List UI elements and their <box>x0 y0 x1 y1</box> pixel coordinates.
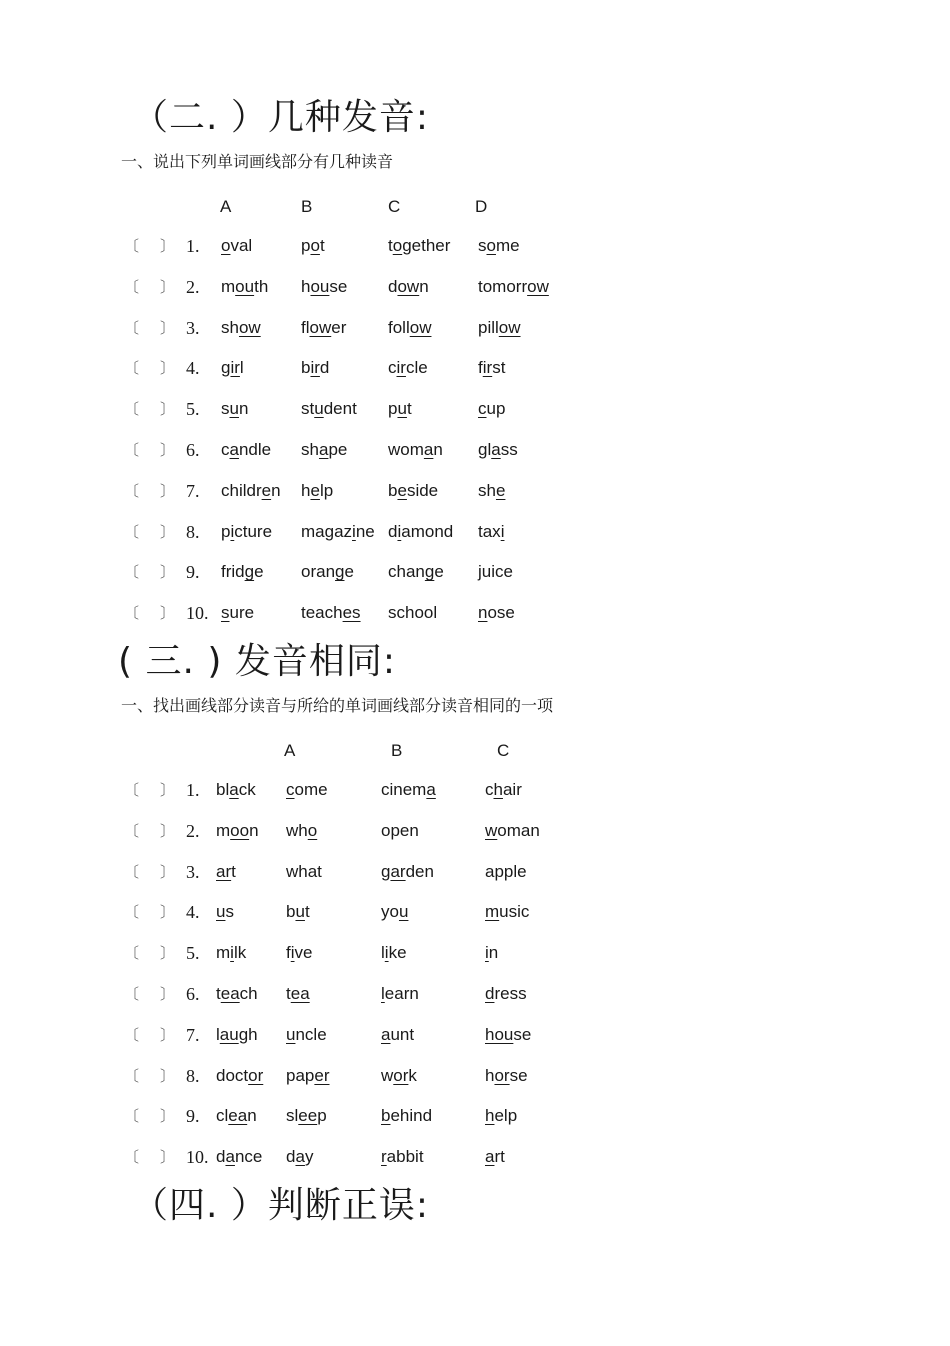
underlined-part: ou <box>235 276 255 296</box>
question-number: 5. <box>186 399 200 420</box>
answer-bracket-open: 〔 <box>124 944 140 963</box>
column-header-c: C <box>388 197 401 216</box>
underlined-part: ar <box>390 861 406 881</box>
option-word: day <box>286 1147 314 1167</box>
option-word: show <box>221 317 261 337</box>
option-word: chair <box>485 780 522 799</box>
underlined-part: ir <box>396 358 406 378</box>
answer-bracket-open: 〔 <box>124 1148 140 1167</box>
question-number: 3. <box>186 317 200 338</box>
column-header-a: A <box>284 741 296 760</box>
underlined-part: hou <box>485 1024 514 1044</box>
question-number: 6. <box>186 984 200 1004</box>
option-word: dance <box>216 1147 263 1167</box>
option-word: dress <box>485 984 527 1003</box>
underlined-part: ow <box>309 317 332 337</box>
underlined-part: o <box>392 236 403 255</box>
option-word: garden <box>381 861 434 881</box>
answer-bracket-close: 〕 <box>160 944 176 963</box>
answer-bracket-open: 〔 <box>124 1107 140 1126</box>
option-word: first <box>478 358 506 378</box>
option-word: bird <box>301 358 330 378</box>
answer-bracket-close: 〕 <box>160 277 176 296</box>
answer-slot[interactable] <box>142 1106 160 1126</box>
underlined-part: ea <box>290 984 310 1003</box>
answer-slot[interactable] <box>142 236 160 256</box>
option-word: sleep <box>286 1106 327 1126</box>
section-2-instruction: 一、说出下列单词画线部分有几种读音 <box>121 152 394 171</box>
underlined-part: u <box>314 399 324 419</box>
underlined-part: es <box>342 603 361 623</box>
answer-bracket-open: 〔 <box>124 862 140 881</box>
answer-slot[interactable] <box>142 277 160 297</box>
answer-bracket-open: 〔 <box>124 400 140 419</box>
answer-slot[interactable] <box>142 1025 160 1045</box>
answer-bracket-open: 〔 <box>124 781 140 799</box>
answer-bracket-open: 〔 <box>124 1025 140 1044</box>
question-number: 7. <box>186 1024 200 1045</box>
answer-bracket-open: 〔 <box>124 604 140 623</box>
answer-bracket-close: 〕 <box>160 563 176 582</box>
question-number: 8. <box>186 1065 200 1086</box>
option-word: horse <box>485 1065 528 1085</box>
option-word: doctor <box>216 1065 264 1085</box>
underlined-part: a <box>485 1147 495 1167</box>
underlined-part: a <box>426 780 436 799</box>
answer-bracket-open: 〔 <box>124 237 140 255</box>
option-word: magazine <box>301 521 375 541</box>
underlined-part: e <box>310 480 320 500</box>
option-word: help <box>485 1106 518 1126</box>
underlined-part: i <box>230 943 234 963</box>
option-word: shape <box>301 440 348 459</box>
underlined-part: e <box>397 480 407 500</box>
column-header-d: D <box>475 197 488 216</box>
answer-slot[interactable] <box>142 603 160 623</box>
answer-bracket-open: 〔 <box>124 985 140 1003</box>
underlined-part: e <box>495 480 506 500</box>
question-number: 4. <box>186 358 200 379</box>
option-word: children <box>221 480 281 500</box>
answer-slot[interactable] <box>142 399 160 419</box>
question-number: 6. <box>186 440 200 460</box>
underlined-part: au <box>219 1024 239 1044</box>
answer-bracket-open: 〔 <box>124 563 140 582</box>
underlined-part: ir <box>230 358 240 378</box>
option-word: woman <box>388 440 443 459</box>
option-word: work <box>381 1065 417 1085</box>
underlined-part: m <box>485 902 500 922</box>
underlined-part: ow <box>238 317 261 337</box>
answer-slot[interactable] <box>142 943 160 963</box>
underlined-part: a <box>491 440 501 459</box>
answer-slot[interactable] <box>142 984 160 1004</box>
answer-bracket-close: 〕 <box>160 604 176 623</box>
underlined-part: u <box>286 1024 296 1044</box>
option-word: pot <box>301 236 325 255</box>
option-word: student <box>301 399 357 419</box>
option-word: put <box>388 399 412 419</box>
answer-slot[interactable] <box>142 780 160 800</box>
underlined-part: ou <box>310 276 330 296</box>
option-word: black <box>216 780 256 799</box>
underlined-part: ow <box>397 276 420 296</box>
underlined-part: u <box>295 902 305 922</box>
option-word: art <box>485 1147 505 1167</box>
option-word: house <box>301 276 348 296</box>
option-word: nose <box>478 603 515 623</box>
answer-bracket-close: 〕 <box>160 862 176 881</box>
underlined-part: ow <box>409 317 432 337</box>
question-number: 8. <box>186 521 200 542</box>
answer-bracket-close: 〕 <box>160 821 176 840</box>
option-word: flower <box>301 317 347 337</box>
option-word: moon <box>216 820 259 840</box>
question-number: 10. <box>186 603 209 624</box>
option-word: milk <box>216 943 247 963</box>
answer-slot[interactable] <box>142 481 160 501</box>
option-word: girl <box>221 358 244 378</box>
answer-bracket-open: 〔 <box>124 903 140 922</box>
underlined-part: i <box>397 521 402 541</box>
option-word: tea <box>286 984 310 1003</box>
underlined-part: ea <box>228 1106 248 1126</box>
underlined-part: o <box>486 236 496 255</box>
option-word: but <box>286 902 310 922</box>
option-word: sun <box>221 399 249 419</box>
question-number: 7. <box>186 480 200 501</box>
question-number: 2. <box>186 820 200 841</box>
option-word: paper <box>286 1065 330 1085</box>
answer-bracket-open: 〔 <box>124 522 140 541</box>
option-word: teach <box>216 984 258 1003</box>
underlined-part: w <box>485 820 498 840</box>
option-word: school <box>388 603 438 623</box>
underlined-part: d <box>485 984 495 1003</box>
question-number: 9. <box>186 1106 200 1127</box>
option-word: apple <box>485 861 527 881</box>
answer-bracket-close: 〕 <box>160 781 176 799</box>
answer-bracket-close: 〕 <box>160 1066 176 1085</box>
underlined-part: u <box>398 902 409 922</box>
underlined-part: h <box>493 780 503 799</box>
option-word: tomorrow <box>478 276 549 296</box>
option-word: together <box>388 236 451 255</box>
underlined-part: b <box>381 1106 391 1126</box>
underlined-part: l <box>381 984 385 1003</box>
option-word: uncle <box>286 1024 327 1044</box>
option-word: aunt <box>381 1024 415 1044</box>
underlined-part: or <box>393 1065 409 1085</box>
column-header-a: A <box>220 197 232 216</box>
underlined-part: ea <box>220 984 240 1003</box>
underlined-part: i <box>384 943 389 963</box>
answer-bracket-close: 〕 <box>160 985 176 1003</box>
underlined-part: ee <box>298 1106 318 1126</box>
underlined-part: a <box>295 1147 305 1167</box>
option-word: fridge <box>221 562 264 582</box>
option-word: help <box>301 480 334 500</box>
option-word: juice <box>478 562 513 582</box>
answer-bracket-close: 〕 <box>160 522 176 541</box>
option-word: in <box>485 943 499 963</box>
answer-bracket-open: 〔 <box>124 821 140 840</box>
underlined-part: i <box>290 943 295 963</box>
underlined-part: n <box>478 603 488 623</box>
underlined-part: h <box>485 1106 495 1126</box>
question-number: 4. <box>186 902 200 923</box>
answer-bracket-close: 〕 <box>160 1025 176 1044</box>
answer-bracket-close: 〕 <box>160 903 176 922</box>
question-number: 9. <box>186 562 200 583</box>
underlined-part: i <box>500 521 505 541</box>
answer-bracket-close: 〕 <box>160 318 176 337</box>
question-number: 5. <box>186 943 200 964</box>
option-word: down <box>388 276 429 296</box>
underlined-part: a <box>229 780 239 799</box>
answer-bracket-close: 〕 <box>160 481 176 500</box>
option-word: glass <box>478 440 518 459</box>
option-word: music <box>485 902 530 922</box>
underlined-part: u <box>229 399 239 419</box>
option-word: orange <box>301 562 354 582</box>
option-word: what <box>286 861 322 881</box>
answer-slot[interactable] <box>142 318 160 338</box>
option-word: candle <box>221 440 272 459</box>
option-word: taxi <box>478 521 505 541</box>
answer-bracket-open: 〔 <box>124 441 140 459</box>
option-word: laugh <box>216 1024 258 1044</box>
underlined-part: i <box>352 521 356 541</box>
underlined-part: o <box>307 820 318 840</box>
column-header-b: B <box>301 197 313 216</box>
underlined-part: or <box>494 1065 510 1085</box>
answer-bracket-close: 〕 <box>160 237 176 255</box>
option-word: pillow <box>478 317 521 337</box>
answer-slot[interactable] <box>142 522 160 542</box>
option-word: clean <box>216 1106 257 1126</box>
underlined-part: ow <box>498 317 521 337</box>
answer-bracket-close: 〕 <box>160 1107 176 1126</box>
option-word: you <box>381 902 409 922</box>
answer-bracket-close: 〕 <box>160 441 176 459</box>
question-number: 2. <box>186 276 200 297</box>
underlined-part: or <box>248 1065 264 1085</box>
underlined-part: u <box>216 902 226 922</box>
option-word: art <box>216 861 236 881</box>
option-word: come <box>286 780 328 799</box>
answer-bracket-open: 〔 <box>124 277 140 296</box>
option-word: woman <box>485 820 540 840</box>
underlined-part: g <box>335 562 345 582</box>
underlined-part: i <box>230 521 235 541</box>
option-word: five <box>286 943 313 963</box>
section-3-instruction: 一、找出画线部分读音与所给的单词画线部分读音相同的一项 <box>121 696 554 715</box>
answer-bracket-open: 〔 <box>124 318 140 337</box>
option-word: follow <box>388 317 432 337</box>
option-word: some <box>478 236 520 255</box>
option-word: diamond <box>388 521 454 541</box>
underlined-part: ir <box>482 358 493 378</box>
underlined-part: a <box>229 440 239 459</box>
underlined-part: a <box>381 1024 391 1044</box>
answer-slot[interactable] <box>142 358 160 378</box>
underlined-part: oo <box>230 820 250 840</box>
answer-bracket-close: 〕 <box>160 359 176 378</box>
option-word: oval <box>221 236 253 255</box>
option-word: mouth <box>221 276 269 296</box>
underlined-part: c <box>478 399 487 419</box>
underlined-part: er <box>314 1065 330 1085</box>
section-4-heading: （四. ）判断正误: <box>132 1185 430 1226</box>
answer-slot[interactable] <box>142 862 160 882</box>
answer-bracket-open: 〔 <box>124 359 140 378</box>
option-word: change <box>388 562 444 582</box>
option-word: circle <box>388 358 428 378</box>
answer-bracket-close: 〕 <box>160 1148 176 1167</box>
underlined-part: o <box>310 236 320 255</box>
option-word: cup <box>478 399 506 419</box>
option-word: she <box>478 480 506 500</box>
option-word: like <box>381 943 407 963</box>
option-word: cinema <box>381 780 436 799</box>
answer-bracket-open: 〔 <box>124 1066 140 1085</box>
question-number: 10. <box>186 1147 209 1168</box>
underlined-part: g <box>424 562 435 582</box>
underlined-part: a <box>318 440 329 459</box>
question-number: 1. <box>186 236 200 256</box>
answer-bracket-close: 〕 <box>160 400 176 419</box>
answer-bracket-open: 〔 <box>124 481 140 500</box>
answer-slot[interactable] <box>142 440 160 460</box>
underlined-part: s <box>221 603 230 623</box>
underlined-part: r <box>381 1147 387 1167</box>
option-word: rabbit <box>381 1147 424 1167</box>
question-number: 1. <box>186 780 200 800</box>
underlined-part: c <box>286 780 295 799</box>
option-word: sure <box>221 603 255 623</box>
answer-slot[interactable] <box>142 562 160 582</box>
underlined-part: ow <box>527 276 549 296</box>
section-2-heading: （二. ）几种发音: <box>132 97 430 138</box>
option-word: learn <box>381 984 419 1003</box>
underlined-part: a <box>423 440 434 459</box>
answer-slot[interactable] <box>142 1147 160 1167</box>
option-word: behind <box>381 1106 433 1126</box>
column-header-b: B <box>391 741 403 760</box>
underlined-part: e <box>261 480 272 500</box>
option-word: us <box>216 902 234 922</box>
option-word: teaches <box>301 603 361 623</box>
underlined-part: ir <box>310 358 320 378</box>
option-word: picture <box>221 521 273 541</box>
option-word: beside <box>388 480 439 500</box>
underlined-part: i <box>485 943 489 963</box>
option-word: house <box>485 1024 532 1044</box>
underlined-part: o <box>221 236 231 255</box>
column-header-c: C <box>497 741 510 760</box>
answer-slot[interactable] <box>142 821 160 841</box>
answer-slot[interactable] <box>142 1066 160 1086</box>
option-word: who <box>286 820 318 840</box>
underlined-part: ar <box>216 861 232 881</box>
underlined-part: a <box>225 1147 235 1167</box>
question-number: 3. <box>186 861 200 882</box>
option-word: open <box>381 820 419 840</box>
underlined-part: u <box>397 399 407 419</box>
underlined-part: g <box>244 562 255 582</box>
answer-slot[interactable] <box>142 902 160 922</box>
section-3-heading: ( 三. ) 发音相同: <box>118 641 396 682</box>
